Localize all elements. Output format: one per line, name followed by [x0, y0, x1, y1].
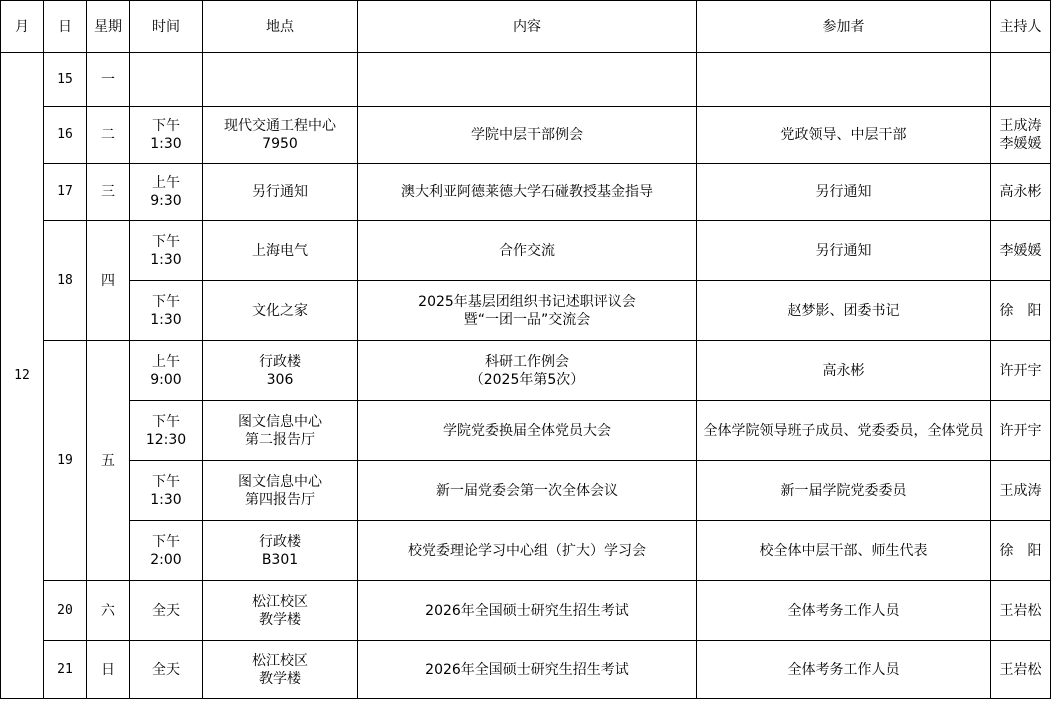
day-cell: 16	[44, 107, 87, 164]
content-cell: 学院党委换届全体党员大会	[358, 401, 697, 461]
location-cell: 文化之家	[203, 281, 358, 341]
weekday-cell: 一	[87, 53, 130, 107]
time-cell: 全天	[130, 641, 203, 699]
participants-cell: 校全体中层干部、师生代表	[697, 521, 991, 581]
participants-cell: 另行通知	[697, 164, 991, 221]
location-cell: 行政楼 306	[203, 341, 358, 401]
content-cell	[358, 53, 697, 107]
location-cell: 图文信息中心 第二报告厅	[203, 401, 358, 461]
table-row	[1, 164, 1051, 221]
participants-cell: 全体学院领导班子成员、党委委员，全体党员	[697, 401, 991, 461]
header-host: 主持人	[991, 1, 1051, 53]
table-row	[1, 341, 1051, 401]
host-cell: 徐 阳	[991, 281, 1051, 341]
header-month: 月	[1, 1, 44, 53]
location-cell: 图文信息中心 第四报告厅	[203, 461, 358, 521]
table-row	[1, 221, 1051, 281]
header-location: 地点	[203, 1, 358, 53]
host-cell: 王成涛 李媛媛	[991, 107, 1051, 164]
content-cell: 合作交流	[358, 221, 697, 281]
host-cell: 许开宇	[991, 341, 1051, 401]
day-cell: 20	[44, 581, 87, 641]
day-cell: 19	[44, 341, 87, 581]
participants-cell: 另行通知	[697, 221, 991, 281]
content-cell: 校党委理论学习中心组（扩大）学习会	[358, 521, 697, 581]
day-cell: 18	[44, 221, 87, 341]
time-cell: 下午 12:30	[130, 401, 203, 461]
content-cell: 科研工作例会 （2025年第5次）	[358, 341, 697, 401]
weekday-cell: 六	[87, 581, 130, 641]
day-cell: 15	[44, 53, 87, 107]
table-row	[1, 401, 1051, 461]
time-cell: 上午 9:00	[130, 341, 203, 401]
host-cell: 王岩松	[991, 641, 1051, 699]
location-cell: 行政楼 B301	[203, 521, 358, 581]
day-cell: 21	[44, 641, 87, 699]
location-cell: 松江校区 教学楼	[203, 581, 358, 641]
content-cell: 2025年基层团组织书记述职评议会 暨“一团一品”交流会	[358, 281, 697, 341]
host-cell: 王成涛	[991, 461, 1051, 521]
header-row	[1, 1, 1051, 53]
host-cell: 高永彬	[991, 164, 1051, 221]
content-cell: 澳大利亚阿德莱德大学石碰教授基金指导	[358, 164, 697, 221]
header-day: 日	[44, 1, 87, 53]
location-cell: 松江校区 教学楼	[203, 641, 358, 699]
table-row	[1, 107, 1051, 164]
weekday-cell: 日	[87, 641, 130, 699]
header-content: 内容	[358, 1, 697, 53]
participants-cell: 新一届学院党委委员	[697, 461, 991, 521]
weekday-cell: 五	[87, 341, 130, 581]
location-cell: 现代交通工程中心 7950	[203, 107, 358, 164]
host-cell	[991, 53, 1051, 107]
table-row	[1, 281, 1051, 341]
time-cell: 下午 2:00	[130, 521, 203, 581]
table-row	[1, 521, 1051, 581]
participants-cell: 高永彬	[697, 341, 991, 401]
location-cell: 上海电气	[203, 221, 358, 281]
weekday-cell: 二	[87, 107, 130, 164]
header-participants: 参加者	[697, 1, 991, 53]
participants-cell: 全体考务工作人员	[697, 581, 991, 641]
host-cell: 许开宇	[991, 401, 1051, 461]
month-cell: 12	[1, 53, 44, 699]
participants-cell: 全体考务工作人员	[697, 641, 991, 699]
time-cell	[130, 53, 203, 107]
header-time: 时间	[130, 1, 203, 53]
table-row	[1, 581, 1051, 641]
time-cell: 下午 1:30	[130, 281, 203, 341]
participants-cell	[697, 53, 991, 107]
day-cell: 17	[44, 164, 87, 221]
content-cell: 2026年全国硕士研究生招生考试	[358, 641, 697, 699]
content-cell: 2026年全国硕士研究生招生考试	[358, 581, 697, 641]
location-cell	[203, 53, 358, 107]
table-row	[1, 461, 1051, 521]
weekday-cell: 三	[87, 164, 130, 221]
host-cell: 王岩松	[991, 581, 1051, 641]
time-cell: 下午 1:30	[130, 107, 203, 164]
participants-cell: 党政领导、中层干部	[697, 107, 991, 164]
location-cell: 另行通知	[203, 164, 358, 221]
time-cell: 下午 1:30	[130, 221, 203, 281]
header-weekday: 星期	[87, 1, 130, 53]
time-cell: 上午 9:30	[130, 164, 203, 221]
host-cell: 徐 阳	[991, 521, 1051, 581]
time-cell: 全天	[130, 581, 203, 641]
content-cell: 学院中层干部例会	[358, 107, 697, 164]
time-cell: 下午 1:30	[130, 461, 203, 521]
content-cell: 新一届党委会第一次全体会议	[358, 461, 697, 521]
table-row	[1, 53, 1051, 107]
weekday-cell: 四	[87, 221, 130, 341]
participants-cell: 赵梦影、团委书记	[697, 281, 991, 341]
host-cell: 李媛媛	[991, 221, 1051, 281]
table-row	[1, 641, 1051, 699]
